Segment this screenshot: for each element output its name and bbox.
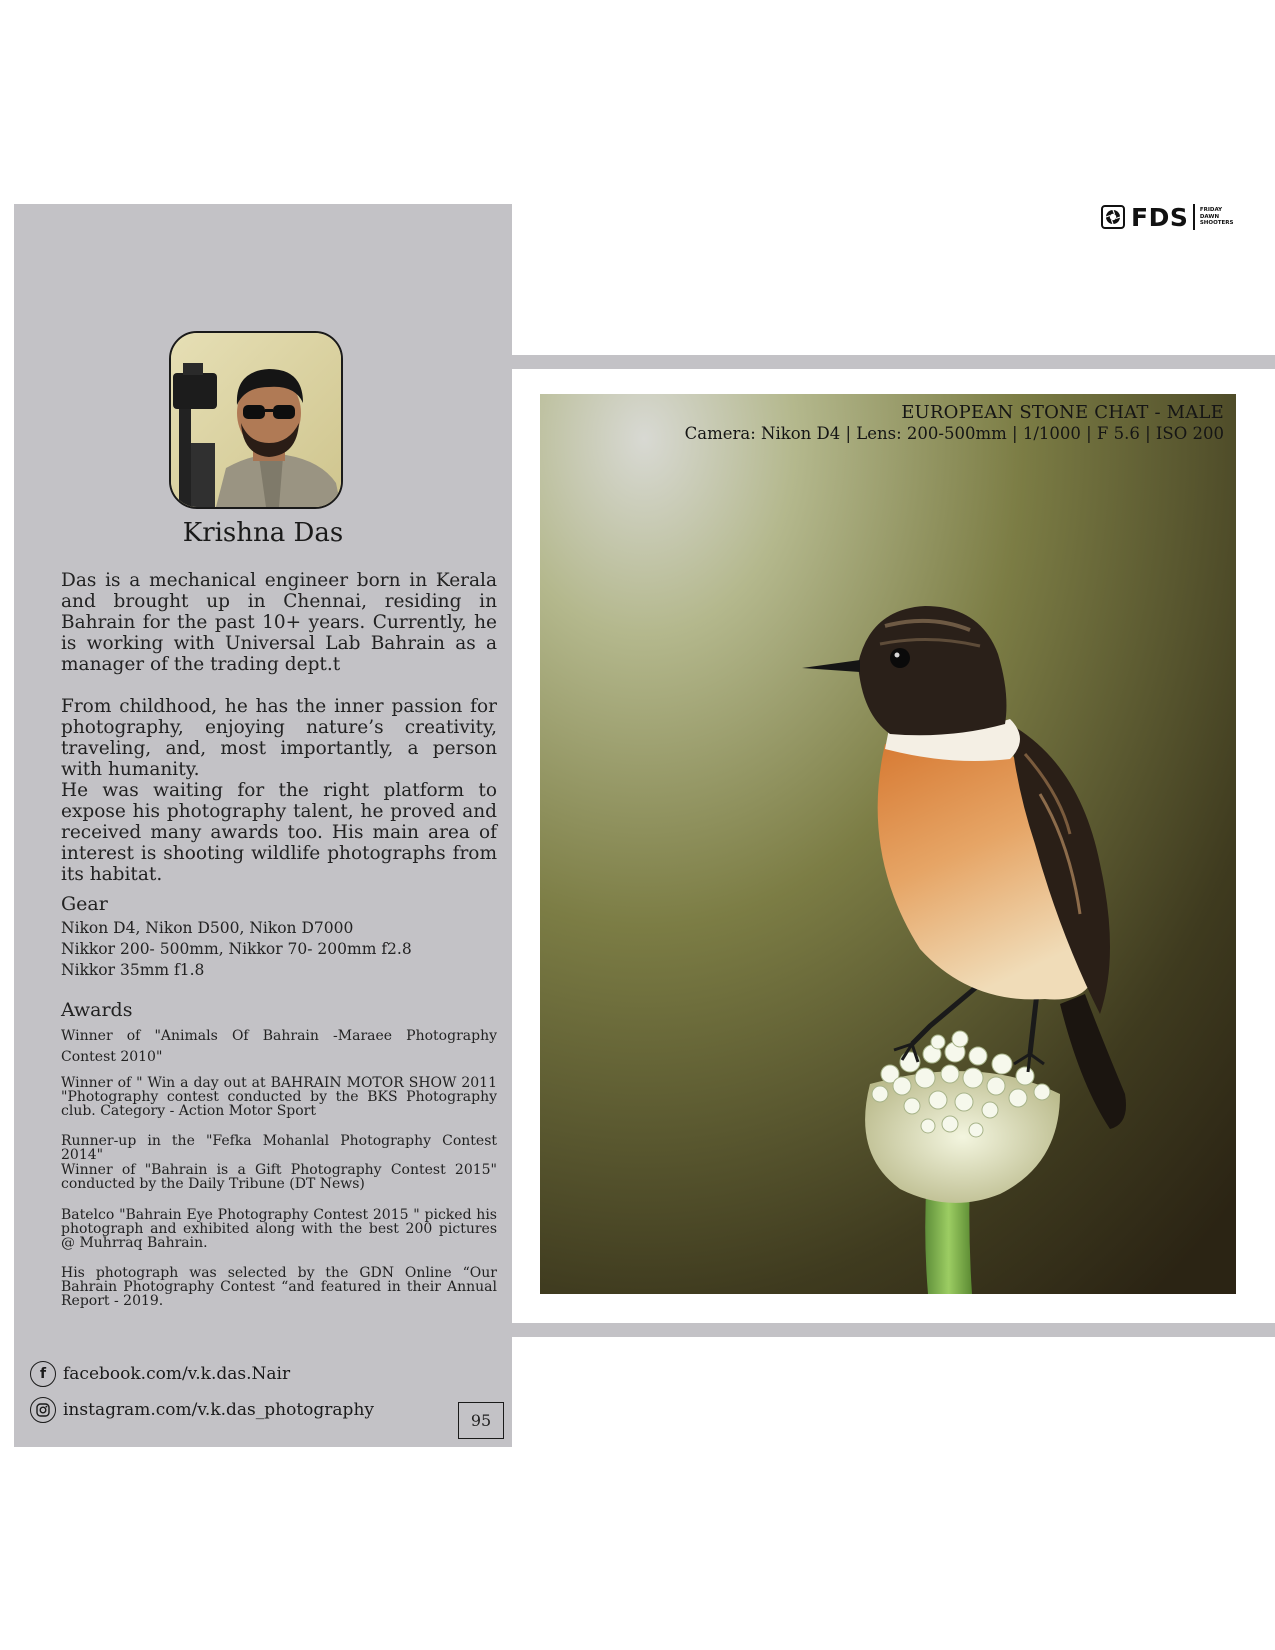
instagram-url: instagram.com/v.k.das_photography — [63, 1400, 374, 1420]
logo-sub-line: SHOOTERS — [1199, 220, 1234, 227]
award-item: Runner-up in the "Fefka Mohanlal Photography Contest 2014" — [61, 1133, 497, 1163]
facebook-url: facebook.com/v.k.das.Nair — [63, 1364, 291, 1384]
featured-photo — [540, 394, 1236, 1294]
award-item: Winner of "Bahrain is a Gift Photography Contest 2015" conducted by the Daily Tribune (DT News) — [61, 1162, 497, 1192]
bio-paragraph: He was waiting for the right platform to expose his photography talent, he proved and received many awards too. His main area of interest is shooting wildlife photographs from its habitat. — [61, 780, 497, 885]
fds-logo — [1101, 203, 1233, 231]
logo-sub-line: FRIDAY — [1199, 207, 1223, 214]
award-item: Winner of " Win a day out at BAHRAIN MOTOR SHOW 2011 "Photography contest conducted by the BKS Photography club. Category - Action Motor Sport — [61, 1075, 497, 1119]
photo-specs: Camera: Nikon D4 | Lens: 200-500mm | 1/1000 | F 5.6 | ISO 200 — [684, 424, 1224, 443]
award-item: Batelco "Bahrain Eye Photography Contest 2015 " picked his photograph and exhibited along with the best 200 pictures @ Muhrraq Bahrain. — [61, 1207, 497, 1251]
avatar — [169, 331, 343, 509]
photo-title: EUROPEAN STONE CHAT - MALE — [901, 402, 1224, 423]
awards-heading: Awards — [61, 999, 133, 1021]
bio-paragraph: From childhood, he has the inner passion for photography, enjoying nature’s creativity, traveling, and, most importantly, a person with humanity. — [61, 696, 497, 780]
author-name: Krishna Das — [182, 518, 344, 548]
top-band — [511, 355, 1275, 369]
facebook-icon: f — [30, 1361, 56, 1387]
facebook-link[interactable] — [30, 1360, 290, 1388]
bio-paragraph: Das is a mechanical engineer born in Kerala and brought up in Chennai, residing in Bahrain for the past 10+ years. Currently, he is working with Universal Lab Bahrain as a manager of the trading dept.t — [61, 570, 497, 675]
gear-item: Nikon D4, Nikon D500, Nikon D7000 — [61, 919, 354, 937]
award-item: His photograph was selected by the GDN Online “Our Bahrain Photography Contest “and featured in their Annual Report - 2019. — [61, 1265, 497, 1309]
instagram-icon — [30, 1397, 56, 1423]
instagram-link[interactable] — [30, 1396, 374, 1424]
gear-item: Nikkor 35mm f1.8 — [61, 961, 205, 979]
gear-heading: Gear — [61, 893, 108, 915]
gear-item: Nikkor 200- 500mm, Nikkor 70- 200mm f2.8 — [61, 940, 412, 958]
bottom-band — [511, 1323, 1275, 1337]
award-item: Winner of "Animals Of Bahrain -Maraee Photography Contest 2010" — [61, 1028, 497, 1065]
aperture-icon — [1101, 205, 1125, 229]
page-number: 95 — [458, 1402, 504, 1439]
logo-sub-line: DAWN — [1199, 213, 1220, 220]
profile-panel — [14, 204, 512, 1447]
logo-subtitle — [1200, 207, 1234, 227]
logo-divider — [1193, 204, 1195, 230]
photo-caption — [685, 402, 1224, 444]
logo-text: FDS — [1131, 202, 1189, 232]
gear-list — [61, 918, 412, 981]
